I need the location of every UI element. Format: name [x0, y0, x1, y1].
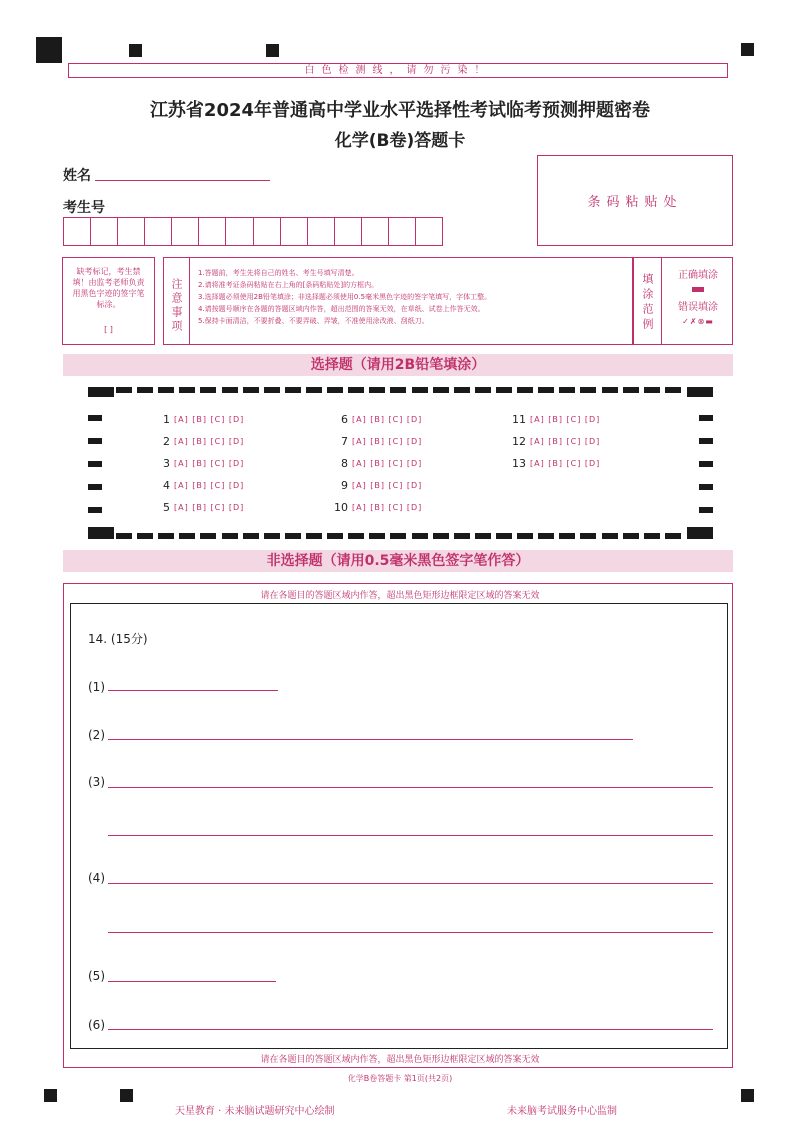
wrong-fill-marks: ✓✗⊗▬ — [682, 317, 714, 326]
registration-mark-bottom — [120, 1089, 133, 1102]
footer-producer: 天星教育 · 未来脑试题研究中心绘制 — [175, 1106, 335, 1117]
id-digit-cell[interactable] — [389, 218, 416, 245]
mc-question-row[interactable]: 6 [A] [B] [C] [D] — [341, 413, 423, 426]
white-detection-line-notice: 白色检测线，请勿污染！ — [68, 63, 728, 78]
timing-marks-right — [699, 415, 713, 513]
answer-area-hint-bottom: 请在各题目的答题区域内作答，超出黑色矩形边框限定区域的答案无效 — [260, 1055, 540, 1065]
sub-question-label: (5) — [88, 969, 105, 983]
instruction-item: 2.请将准考证条码粘贴在右上角的[条码粘贴处]的方框内。 — [198, 281, 379, 289]
registration-mark-top-left — [36, 37, 62, 63]
corner-mark — [687, 527, 713, 539]
correct-fill-label: 正确填涂 — [678, 270, 718, 281]
name-label: 姓名 — [63, 168, 91, 184]
id-digit-cell[interactable] — [254, 218, 281, 245]
student-id-label: 考生号 — [63, 200, 105, 216]
answer-region-frame — [70, 603, 728, 1049]
id-digit-cell[interactable] — [199, 218, 226, 245]
answer-line[interactable] — [108, 835, 713, 836]
mc-question-row[interactable]: 10 [A] [B] [C] [D] — [334, 501, 423, 514]
id-digit-cell[interactable] — [91, 218, 118, 245]
id-digit-cell[interactable] — [64, 218, 91, 245]
id-digit-cell[interactable] — [281, 218, 308, 245]
registration-mark-bottom-right — [741, 1089, 754, 1102]
timing-marks-bottom — [116, 533, 681, 539]
instructions-heading: 注意事项 — [164, 258, 190, 344]
footer-supervisor: 未来脑考试服务中心监制 — [507, 1106, 617, 1117]
multiple-choice-area — [88, 387, 713, 537]
fill-example-box — [633, 257, 733, 345]
mc-question-row[interactable]: 8 [A] [B] [C] [D] — [341, 457, 423, 470]
wrong-fill-label: 错误填涂 — [678, 302, 718, 313]
registration-mark-top — [266, 44, 279, 57]
id-digit-cell[interactable] — [335, 218, 362, 245]
mc-question-row[interactable]: 12 [A] [B] [C] [D] — [512, 435, 601, 448]
absent-mark-bubble[interactable]: [ ] — [104, 325, 113, 334]
timing-marks-top — [116, 387, 681, 393]
corner-mark — [88, 387, 114, 397]
sub-question-label: (2) — [88, 728, 105, 742]
corner-mark — [687, 387, 713, 397]
id-digit-cell[interactable] — [145, 218, 172, 245]
instruction-item: 4.请按题号顺序在各题的答题区域内作答，超出范围的答案无效，在草纸、试卷上作答无效。 — [198, 305, 485, 313]
answer-line[interactable] — [108, 981, 276, 982]
answer-line[interactable] — [108, 787, 713, 788]
answer-line[interactable] — [108, 883, 713, 884]
instruction-item: 1.答题前，考生先将自己的姓名、考生号填写清楚。 — [198, 269, 359, 277]
instruction-item: 5.保持卡面清洁，不要折叠、不要弄破、弄皱，不准使用涂改液、刮纸刀。 — [198, 317, 429, 325]
page-footer: 化学B卷答题卡 第1页(共2页) — [347, 1074, 453, 1083]
id-digit-cell[interactable] — [416, 218, 442, 245]
mc-question-row[interactable]: 3 [A] [B] [C] [D] — [163, 457, 245, 470]
corner-mark — [88, 527, 114, 539]
answer-line[interactable] — [108, 690, 278, 691]
id-digit-cell[interactable] — [308, 218, 335, 245]
mc-question-row[interactable]: 7 [A] [B] [C] [D] — [341, 435, 423, 448]
sub-question-label: (3) — [88, 775, 105, 789]
id-digit-cell[interactable] — [172, 218, 199, 245]
answer-line[interactable] — [108, 1029, 713, 1030]
instruction-item: 3.选择题必须使用2B铅笔填涂；非选择题必须使用0.5毫米黑色字迹的签字笔填写，字体工整。 — [198, 293, 492, 301]
absent-mark-box[interactable] — [62, 257, 155, 345]
fill-example-heading: 填涂范例 — [634, 258, 662, 344]
mc-question-row[interactable]: 9 [A] [B] [C] [D] — [341, 479, 423, 492]
answer-line[interactable] — [108, 932, 713, 933]
mc-question-row[interactable]: 1 [A] [B] [C] [D] — [163, 413, 245, 426]
non-mc-section-header: 非选择题（请用0.5毫米黑色签字笔作答） — [63, 550, 733, 572]
id-digit-cell[interactable] — [226, 218, 253, 245]
mc-question-row[interactable]: 13 [A] [B] [C] [D] — [512, 457, 601, 470]
barcode-area — [537, 155, 733, 246]
instructions-box — [163, 257, 633, 345]
answer-area-hint-top: 请在各题目的答题区域内作答，超出黑色矩形边框限定区域的答案无效 — [260, 591, 540, 601]
absent-mark-text: 缺考标记，考生禁填！由监考老师负责用黑色字迹的签字笔标涂。 — [72, 267, 145, 309]
question-14-label: 14. (15分) — [88, 632, 148, 646]
registration-mark-bottom-left — [44, 1089, 57, 1102]
timing-marks-left — [88, 415, 102, 513]
sub-question-label: (6) — [88, 1018, 105, 1032]
registration-mark-top-right — [741, 43, 754, 56]
id-digit-cell[interactable] — [118, 218, 145, 245]
registration-mark-top — [129, 44, 142, 57]
mc-question-row[interactable]: 11 [A] [B] [C] [D] — [512, 413, 601, 426]
name-field[interactable] — [95, 180, 270, 181]
student-id-grid[interactable] — [63, 217, 443, 246]
answer-line[interactable] — [108, 739, 633, 740]
mc-question-row[interactable]: 4 [A] [B] [C] [D] — [163, 479, 245, 492]
answer-sheet-subtitle: 化学(B卷)答题卡 — [334, 131, 466, 151]
sub-question-label: (1) — [88, 680, 105, 694]
exam-title: 江苏省2024年普通高中学业水平选择性考试临考预测押题密卷 — [149, 100, 651, 121]
sub-question-label: (4) — [88, 871, 105, 885]
mc-question-row[interactable]: 2 [A] [B] [C] [D] — [163, 435, 245, 448]
id-digit-cell[interactable] — [362, 218, 389, 245]
mc-question-row[interactable]: 5 [A] [B] [C] [D] — [163, 501, 245, 514]
correct-fill-mark — [692, 287, 704, 292]
mc-section-header: 选择题（请用2B铅笔填涂） — [63, 354, 733, 376]
barcode-label: 条码粘贴处 — [587, 195, 683, 210]
